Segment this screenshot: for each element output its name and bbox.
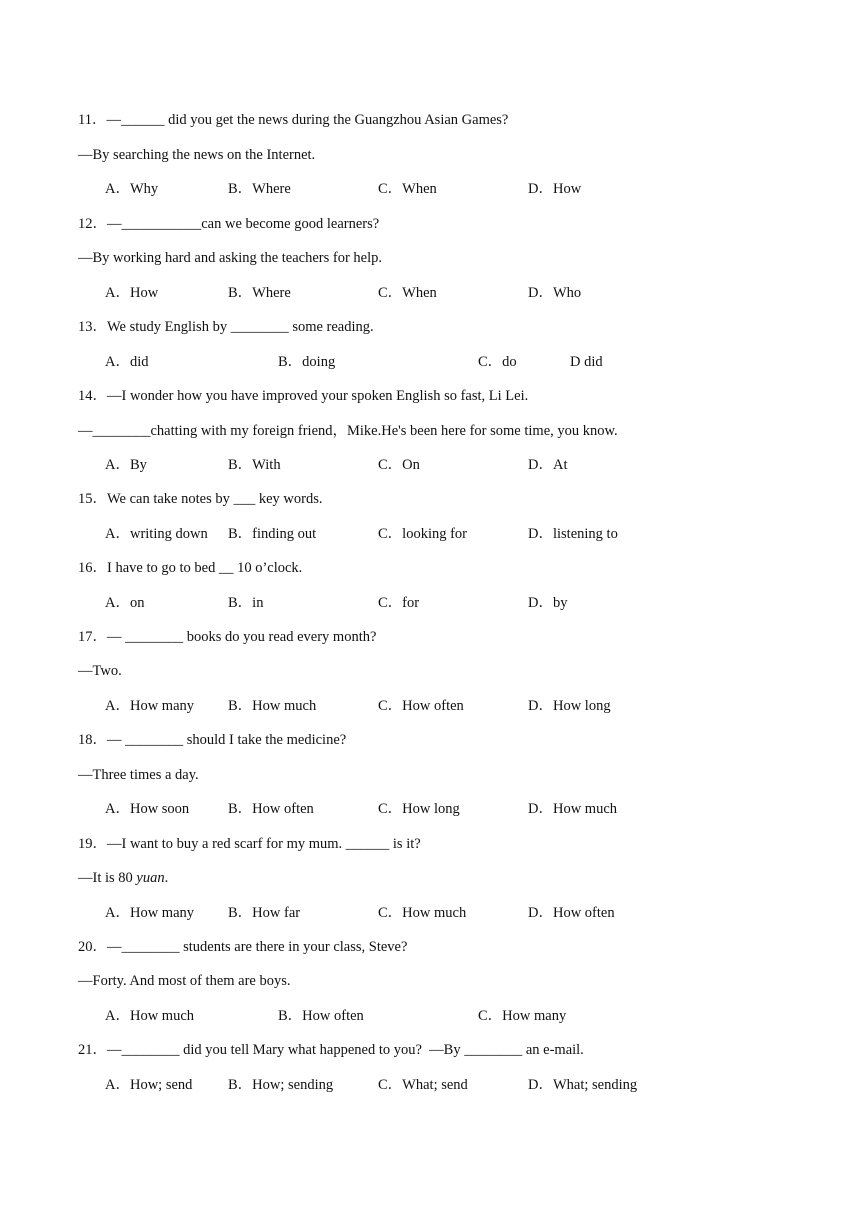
question-18-reply: —Three times a day. — [78, 767, 199, 783]
question-19-reply-italic: yuan — [136, 870, 165, 886]
question-18-option-d: D．How much — [528, 801, 618, 817]
question-14-stem: 14．—I wonder how you have improved your spoken English so fast, Li Lei. — [78, 388, 529, 404]
question-19-option-b: B．How far — [228, 905, 301, 921]
question-12-option-b: B．Where — [228, 285, 291, 301]
question-15-option-c: C．looking for — [378, 526, 468, 542]
question-19-reply-prefix: —It is 80 — [78, 870, 137, 886]
question-21-stem: 21．—________ did you tell Mary what happened to you? —By ________ an e-mail. — [78, 1042, 584, 1058]
question-17-option-b: B．How much — [228, 698, 317, 714]
question-17-option-c: C．How often — [378, 698, 464, 714]
question-14-option-b: B．With — [228, 457, 281, 473]
question-16-option-d: D．by — [528, 595, 568, 611]
question-17-option-a: A．How many — [105, 698, 195, 714]
question-11-option-c: C．When — [378, 181, 437, 197]
question-13-stem: 13．We study English by ________ some reading. — [78, 319, 374, 335]
question-20-stem: 20．—________ students are there in your class, Steve? — [78, 939, 408, 955]
question-11-option-a: A．Why — [105, 181, 159, 197]
question-19-option-a: A．How many — [105, 905, 195, 921]
question-12-option-c: C．When — [378, 285, 437, 301]
question-14-reply: —________chatting with my foreign friend，Mike.He's been here for some time, you know. — [78, 423, 618, 439]
question-21-option-b: B．How; sending — [228, 1077, 334, 1093]
question-21-option-c: C．What; send — [378, 1077, 468, 1093]
question-14-option-a: A．By — [105, 457, 147, 473]
question-21-option-a: A．How; send — [105, 1077, 193, 1093]
question-19-reply-suffix: . — [164, 870, 169, 886]
question-19-reply — [78, 868, 168, 888]
question-19-option-d: D．How often — [528, 905, 615, 921]
question-14-option-c: C．On — [378, 457, 420, 473]
question-11-stem: 11．—______ did you get the news during the Guangzhou Asian Games? — [78, 112, 509, 128]
question-15-stem: 15．We can take notes by ___ key words. — [78, 491, 323, 507]
question-16-stem: 16．I have to go to bed __ 10 o’clock. — [78, 560, 303, 576]
question-18-option-b: B．How often — [228, 801, 314, 817]
question-16-option-b: B．in — [228, 595, 264, 611]
question-20-option-c: C．How many — [478, 1008, 567, 1024]
question-12-option-d: D．Who — [528, 285, 582, 301]
question-19-option-c: C．How much — [378, 905, 467, 921]
question-20-option-a: A．How much — [105, 1008, 195, 1024]
question-15-option-a: A．writing down — [105, 526, 208, 542]
question-17-stem: 17．— ________ books do you read every month? — [78, 629, 377, 645]
question-19-stem: 19．—I want to buy a red scarf for my mum. ______ is it? — [78, 836, 421, 852]
question-12-option-a: A．How — [105, 285, 159, 301]
question-21-option-d: D．What; sending — [528, 1077, 638, 1093]
question-13-option-d: D did — [570, 354, 603, 370]
question-20-reply: —Forty. And most of them are boys. — [78, 973, 291, 989]
question-12-stem: 12．—___________can we become good learners? — [78, 216, 380, 232]
question-18-stem: 18．— ________ should I take the medicine? — [78, 732, 347, 748]
question-12-reply: —By working hard and asking the teachers for help. — [78, 250, 383, 266]
question-20-option-b: B．How often — [278, 1008, 364, 1024]
question-14-option-d: D．At — [528, 457, 568, 473]
question-11-option-b: B．Where — [228, 181, 291, 197]
question-16-option-c: C．for — [378, 595, 420, 611]
question-13-option-a: A．did — [105, 354, 149, 370]
question-16-option-a: A．on — [105, 595, 145, 611]
question-15-option-b: B．finding out — [228, 526, 317, 542]
question-13-option-b: B．doing — [278, 354, 336, 370]
question-11-option-d: D．How — [528, 181, 582, 197]
question-18-option-c: C．How long — [378, 801, 460, 817]
question-15-option-d: D．listening to — [528, 526, 618, 542]
question-13-option-c: C．do — [478, 354, 517, 370]
question-11-reply: —By searching the news on the Internet. — [78, 147, 316, 163]
question-17-option-d: D．How long — [528, 698, 611, 714]
question-18-option-a: A．How soon — [105, 801, 190, 817]
question-17-reply: —Two. — [78, 663, 122, 679]
